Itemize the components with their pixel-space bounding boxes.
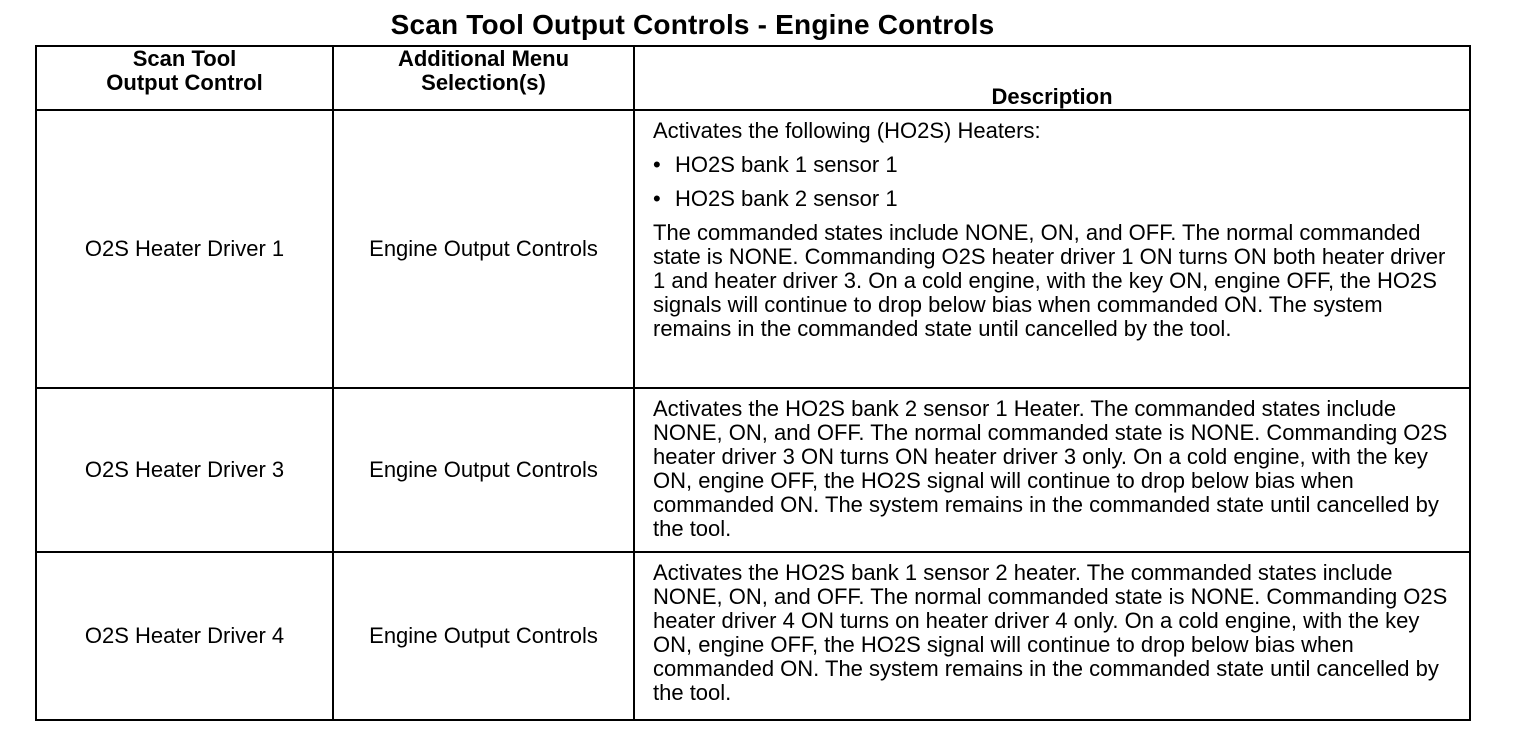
table-row [36,552,1470,720]
description-body: Activates the HO2S bank 2 sensor 1 Heater. The commanded states include NONE, ON, and OFF. The normal commanded state is NONE. Commanding O2S heater driver 3 ON turns ON heater driver 3 only. On a cold engine, with the key ON, engine OFF, the HO2S signal will continue to drop below bias when commanded ON. The system remains in the commanded state until cancelled by the tool. [653,396,1448,541]
heater-list [653,153,1459,211]
page-title: Scan Tool Output Controls - Engine Controls [390,9,995,40]
menu-selection-cell: Engine Output Controls [333,552,634,720]
header-menu-selection-line1: Additional Menu [397,46,570,71]
description-body: Activates the HO2S bank 1 sensor 2 heater. The commanded states include NONE, ON, and OFF. The normal commanded state is NONE. Commanding O2S heater driver 4 ON turns on heater driver 4 only. On a cold engine, with the key ON, engine OFF, the HO2S signal will continue to drop below bias when commanded ON. The system remains in the commanded state until cancelled by the tool. [653,560,1448,705]
header-output-control-line2: Output Control [106,70,263,95]
list-item: • HO2S bank 1 sensor 1 [675,153,1459,177]
header-menu-selection-line2: Selection(s) [421,70,546,95]
table-row [36,110,1470,388]
description-cell [634,388,1470,552]
menu-selection-cell: Engine Output Controls [333,110,634,388]
output-control-cell: O2S Heater Driver 1 [36,110,333,388]
table-row [36,388,1470,552]
description-body: The commanded states include NONE, ON, and OFF. The normal commanded state is NONE. Commanding O2S heater driver 1 ON turns ON both heater driver 1 and heater driver 3. On a cold engine, with the key ON, engine OFF, the HO2S signals will continue to drop below bias when commanded ON. The system remains in the commanded state until cancelled by the tool. [653,220,1446,341]
description-cell [634,552,1470,720]
output-control-cell: O2S Heater Driver 3 [36,388,333,552]
header-menu-selection [333,46,634,110]
description-intro: Activates the following (HO2S) Heaters: [653,118,1041,143]
description-cell [634,110,1470,388]
header-description: Description [634,46,1470,110]
output-control-cell: O2S Heater Driver 4 [36,552,333,720]
table-header-row [36,46,1470,110]
header-output-control-line1: Scan Tool [132,46,237,71]
menu-selection-cell: Engine Output Controls [333,388,634,552]
output-controls-table [35,45,1471,721]
header-output-control [36,46,333,110]
list-item: • HO2S bank 2 sensor 1 [675,187,1459,211]
